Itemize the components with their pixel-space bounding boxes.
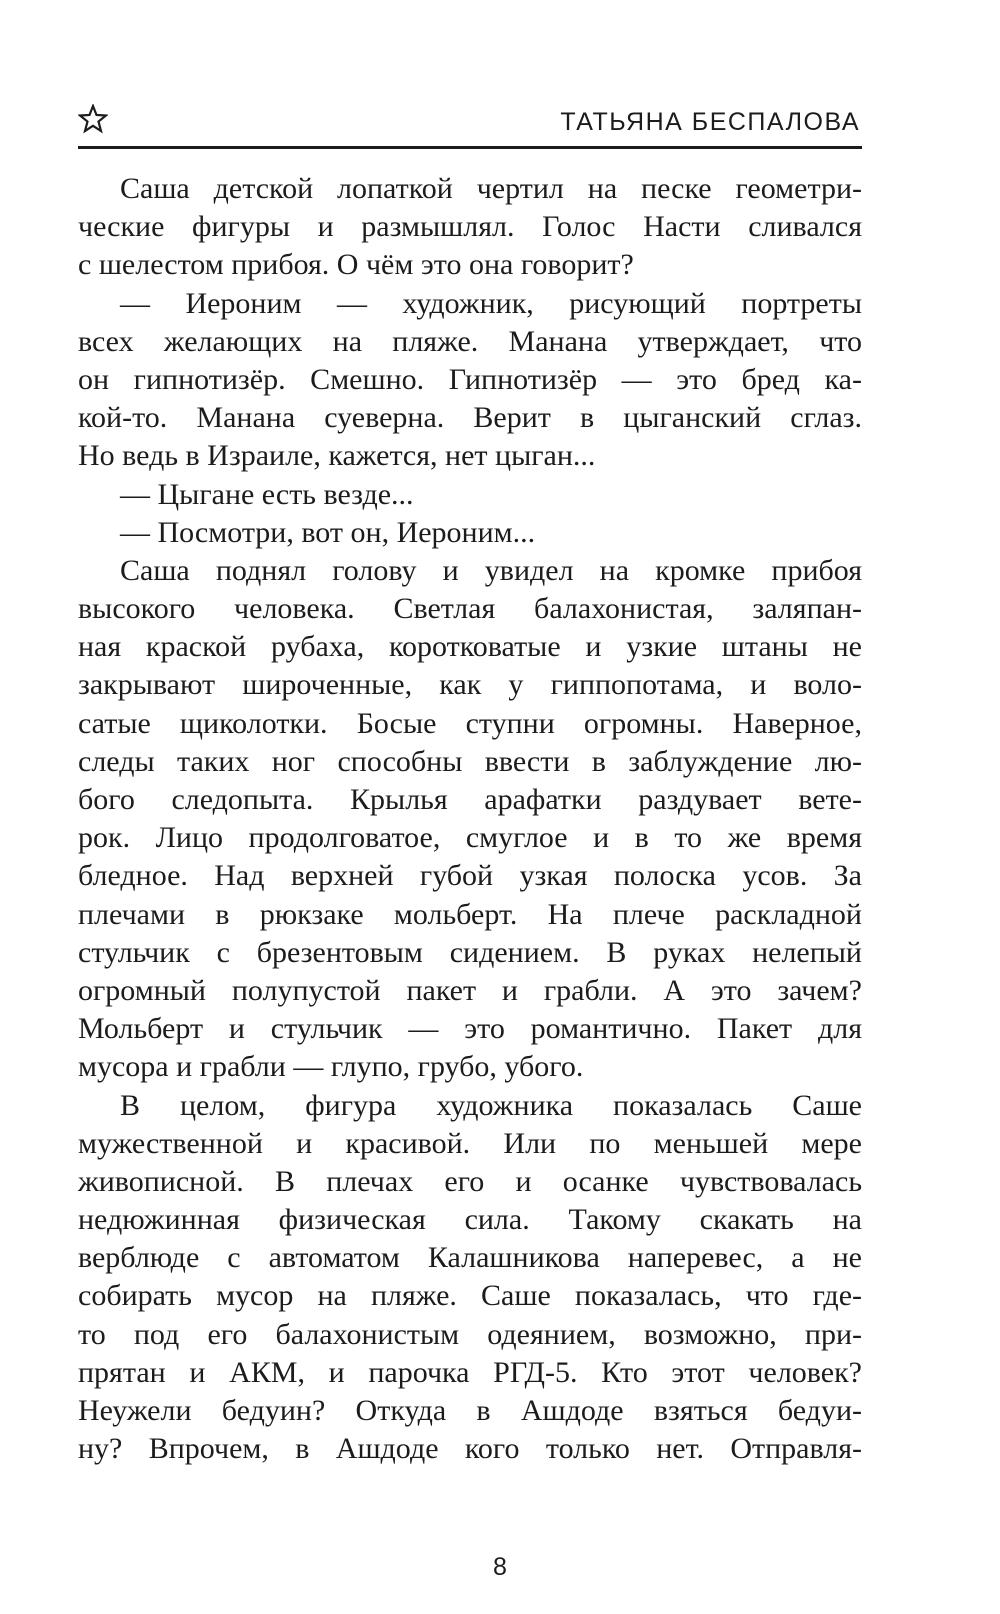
text-line: рок. Лицо продолговатое, смуглое и в то же время [78,821,862,855]
text-line: Неужели бедуин? Откуда в Ашдоде взяться бедуи- [78,1394,862,1427]
text-line: сатые щиколотки. Босые ступни огромны. Наверное, [78,706,862,740]
text-line: Саша детской лопаткой чертил на песке геометри- [120,172,862,205]
text-line: бого следопыта. Крылья арафатки раздувает вете- [78,783,862,816]
text-line: бледное. Над верхней губой узкая полоска усов. За [78,859,862,893]
text-line: кой-то. Манана суеверна. Верит в цыганский сглаз. [78,401,862,435]
text-line: высокого человека. Светлая балахонистая, заляпан- [78,592,862,626]
text-line: плечами в рюкзаке мольберт. На плече раскладной [78,897,862,931]
text-line: недюжинная физическая сила. Такому скакать на [78,1203,862,1237]
text-line: Саша поднял голову и увидел на кромке прибоя [120,553,862,587]
text-line: живописной. В плечах его и осанке чувствовалась [78,1164,862,1198]
text-line: ну? Впрочем, в Ашдоде кого только нет. Отправля- [78,1432,862,1466]
text-line: — Цыгане есть везде... [120,477,414,511]
page-number: 8 [493,1553,507,1581]
running-header [78,104,862,149]
text-line: Мольберт и стульчик — это романтично. Пакет для [78,1012,862,1046]
text-line: В целом, фигура художника показалась Саше [120,1088,862,1122]
text-line: ная краской рубаха, коротковатые и узкие штаны не [78,630,862,664]
text-line: прятан и АКМ, и парочка РГД-5. Кто этот человек? [78,1355,862,1389]
text-line: следы таких ног способны ввести в заблуждение лю- [78,744,862,778]
text-line: ческие фигуры и размышлял. Голос Насти сливался [78,210,862,244]
text-line: он гипнотизёр. Смешно. Гипнотизёр — это бред ка- [78,362,862,396]
text-line: стульчик с брезентовым сидением. В руках нелепый [78,935,862,969]
star-outline-icon [78,104,108,134]
text-line: — Иероним — художник, рисующий портреты [120,286,862,320]
text-line: собирать мусор на пляже. Саше показалась, что где- [78,1279,862,1313]
text-line: то под его балахонистым одеянием, возможно, при- [78,1317,862,1351]
text-line: мусора и грабли — глупо, грубо, убого. [78,1050,584,1084]
text-line: Но ведь в Израиле, кажется, нет цыган... [78,439,596,473]
text-line: — Посмотри, вот он, Иероним... [120,515,536,549]
text-line: верблюде с автоматом Калашникова наперевес, а не [78,1241,862,1275]
author-name: ТАТЬЯНА БЕСПАЛОВА [560,108,860,136]
text-line: закрывают широченные, как у гиппопотама, и воло- [78,668,862,702]
text-line: с шелестом прибоя. О чём это она говорит? [78,248,634,282]
text-line: огромный полупустой пакет и грабли. А это зачем? [78,973,862,1007]
text-line: всех желающих на пляже. Манана утверждает, что [78,324,862,358]
text-line: мужественной и красивой. Или по меньшей мере [78,1126,862,1160]
body-text [78,170,862,1468]
